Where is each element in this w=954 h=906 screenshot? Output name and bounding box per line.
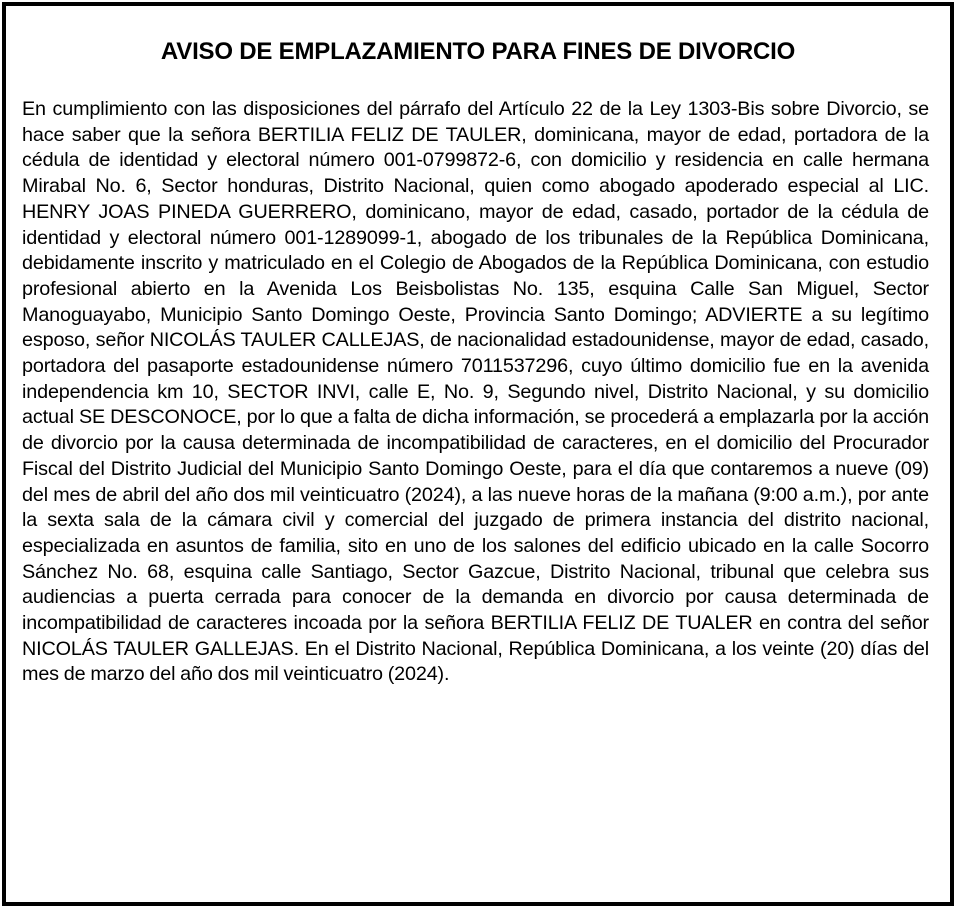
- notice-body: En cumplimiento con las disposiciones del párrafo del Artículo 22 de la Ley 1303-Bis sobre Divorcio, se hace saber que la señora BERTILIA FELIZ DE TAULER, dominicana, mayor de edad, portadora de la cédula de identidad y electoral número 001-0799872-6, con domicilio y residencia en calle hermana Mirabal No. 6, Sector honduras, Distrito Nacional, quien como abogado apoderado especial al LIC. HENRY JOAS PINEDA GUERRERO, dominicano, mayor de edad, casado, portador de la cédula de identidad y electoral número 001-1289099-1, abogado de los tribunales de la República Dominicana, debidamente inscrito y matriculado en el Colegio de Abogados de la República Dominicana, con estudio profesional abierto en la Avenida Los Beisbolistas No. 135, esquina Calle San Miguel, Sector Manoguayabo, Municipio Santo Domingo Oeste, Provincia Santo Domingo; ADVIERTE a su legítimo esposo, señor NICOLÁS TAULER CALLEJAS, de nacionalidad estadounidense, mayor de edad, casado, portadora del pasaporte estadounidense número 7011537296, cuyo último domicilio fue en la avenida independencia km 10, SECTOR INVI, calle E, No. 9, Segundo nivel, Distrito Nacional, y su domicilio actual SE DESCONOCE, por lo que a falta de dicha información, se procederá a emplazarla por la acción de divorcio por la causa determinada de incompatibilidad de caracteres, en el domicilio del Procurador Fiscal del Distrito Judicial del Municipio Santo Domingo Oeste, para el día que contaremos a nueve (09) del mes de abril del año dos mil veinticuatro (2024), a las nueve horas de la mañana (9:00 a.m.), por ante la sexta sala de la cámara civil y comercial del juzgado de primera instancia del distrito nacional, especializada en asuntos de familia, sito en uno de los salones del edificio ubicado en la calle Socorro Sánchez No. 68, esquina calle Santiago, Sector Gazcue, Distrito Nacional, tribunal que celebra sus audiencias a puerta cerrada para conocer de la demanda en divorcio por causa determinada de incompatibilidad de caracteres incoada por la señora BERTILIA FELIZ DE TUALER en contra del señor NICOLÁS TAULER GALLEJAS. En el Distrito Nacional, República Dominicana, a los veinte (20) días del mes de marzo del año dos mil veinticuatro (2024).: [22, 98, 929, 686]
- notice-title: AVISO DE EMPLAZAMIENTO PARA FINES DE DIVORCIO: [160, 38, 796, 65]
- notice-frame: [2, 2, 954, 906]
